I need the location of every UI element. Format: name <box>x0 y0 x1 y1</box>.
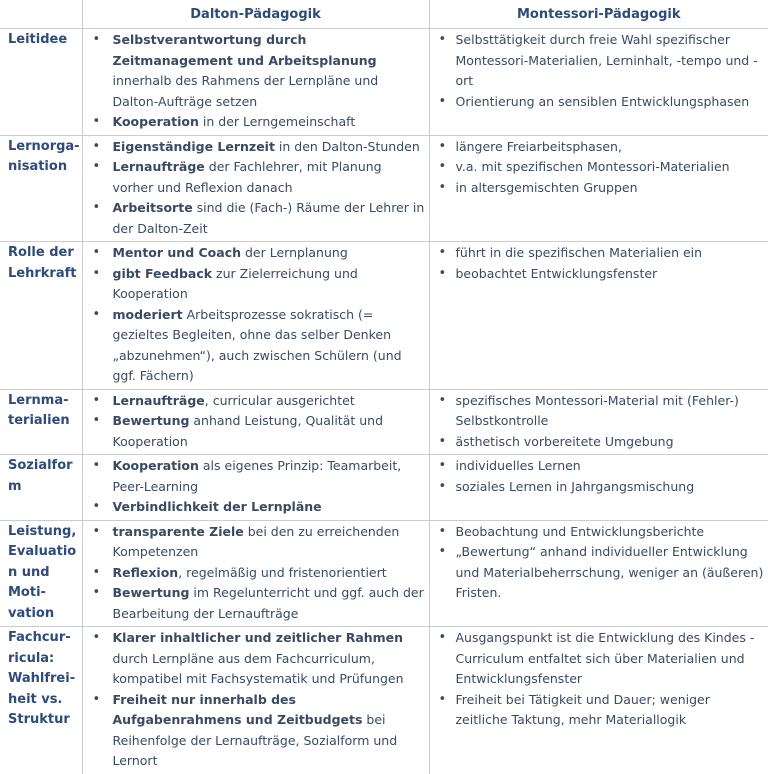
bold-text: moderiert <box>113 307 183 322</box>
dalton-cell <box>82 627 429 774</box>
body-text: Beobachtung und Entwicklungsberichte <box>456 524 705 539</box>
dalton-cell <box>82 135 429 242</box>
row-label: Lernma-terialien <box>0 389 82 455</box>
list-item <box>83 30 429 112</box>
bold-text: Kooperation <box>113 114 199 129</box>
body-text: längere Freiarbeitsphasen, <box>456 139 622 154</box>
body-text: Freiheit bei Tätigkeit und Dauer; weniger zeitliche Taktung, mehr Materiallogik <box>456 692 710 728</box>
list-item <box>83 305 429 387</box>
row-label: Leitidee <box>0 29 82 136</box>
list-item <box>83 456 429 497</box>
bullet-list <box>430 242 768 286</box>
body-text: individuelles Lernen <box>456 458 581 473</box>
table-row <box>0 627 768 774</box>
list-item <box>430 157 768 178</box>
list-item <box>430 477 768 498</box>
header-dalton: Dalton-Pädagogik <box>82 0 429 29</box>
bold-text: Klarer inhaltlicher und zeitlicher Rahmen <box>113 630 404 645</box>
body-text: in altersgemischten Gruppen <box>456 180 638 195</box>
row-label: Fachcur-ricula: Wahlfrei-heit vs. Struktur <box>0 627 82 774</box>
bullet-list <box>83 136 429 242</box>
header-criterion <box>0 0 82 29</box>
bold-text: Lernaufträge <box>113 159 205 174</box>
montessori-cell <box>429 389 768 455</box>
list-item <box>430 137 768 158</box>
list-item <box>430 178 768 199</box>
montessori-cell <box>429 29 768 136</box>
body-text: „Bewertung“ anhand individueller Entwicklung und Materialbeherrschung, weniger an (äußeren) Fristen. <box>456 544 764 600</box>
body-text: zur Zielerreichung und Kooperation <box>113 266 358 302</box>
list-item <box>430 30 768 92</box>
list-item <box>83 264 429 305</box>
bold-text: gibt Feedback <box>113 266 213 281</box>
bold-text: Bewertung <box>113 585 190 600</box>
list-item <box>83 112 429 133</box>
bullet-list <box>430 29 768 114</box>
list-item <box>83 628 429 690</box>
body-text: als eigenes Prinzip: Teamarbeit, Peer-Learning <box>113 458 402 494</box>
montessori-cell <box>429 135 768 242</box>
list-item <box>83 583 429 624</box>
bold-text: Arbeitsorte <box>113 200 193 215</box>
bold-text: Kooperation <box>113 458 199 473</box>
list-item <box>430 264 768 285</box>
bullet-list <box>83 627 429 774</box>
body-text: sind die (Fach-) Räume der Lehrer in der Dalton-Zeit <box>113 200 425 236</box>
list-item <box>83 243 429 264</box>
body-text: in den Dalton-Stunden <box>275 139 420 154</box>
montessori-cell <box>429 627 768 774</box>
table-row <box>0 455 768 521</box>
montessori-cell <box>429 242 768 390</box>
bold-text: Freiheit nur innerhalb des Aufgabenrahmens und Zeitbudgets <box>113 692 363 728</box>
body-text: der Fachlehrer, mit Planung vorher und Reflexion danach <box>113 159 382 195</box>
body-text: im Regelunterricht und ggf. auch der Bearbeitung der Lernaufträge <box>113 585 424 621</box>
dalton-cell <box>82 455 429 521</box>
montessori-cell <box>429 455 768 521</box>
body-text: führt in die spezifischen Materialien ein <box>456 245 703 260</box>
body-text: v.a. mit spezifischen Montessori-Materialien <box>456 159 730 174</box>
list-item <box>430 456 768 477</box>
bullet-list <box>83 455 429 520</box>
bold-text: Verbindlichkeit der Lernpläne <box>113 499 322 514</box>
list-item <box>430 92 768 113</box>
bullet-list <box>83 29 429 135</box>
bullet-list <box>430 455 768 499</box>
header-row <box>0 0 768 29</box>
row-label: Leistung, Evaluation und Moti-vation <box>0 520 82 627</box>
list-item <box>83 198 429 239</box>
dalton-cell <box>82 389 429 455</box>
dalton-cell <box>82 29 429 136</box>
list-item <box>430 432 768 453</box>
body-text: ästhetisch vorbereitete Umgebung <box>456 434 674 449</box>
body-text: spezifisches Montessori-Material mit (Fehler-) Selbstkontrolle <box>456 393 739 429</box>
montessori-cell <box>429 520 768 627</box>
list-item <box>83 157 429 198</box>
body-text: innerhalb des Rahmens der Lernpläne und Dalton-Aufträge setzen <box>113 73 379 109</box>
header-montessori: Montessori-Pädagogik <box>429 0 768 29</box>
body-text: , regelmäßig und fristenorientiert <box>178 565 386 580</box>
body-text: Arbeitsprozesse sokratisch (= gezieltes Begleiten, ohne das selber Denken „abzunehmen“), auch zwischen Schülern (und ggf. Fächern) <box>113 307 402 384</box>
body-text: Orientierung an sensiblen Entwicklungsphasen <box>456 94 750 109</box>
body-text: beobachtet Entwicklungsfenster <box>456 266 658 281</box>
row-label: Lernorga-nisation <box>0 135 82 242</box>
list-item <box>83 563 429 584</box>
body-text: bei den zu erreichenden Kompetenzen <box>113 524 400 560</box>
list-item <box>430 243 768 264</box>
bold-text: Lernaufträge <box>113 393 205 408</box>
list-item <box>83 391 429 412</box>
body-text: bei Reihenfolge der Lernaufträge, Sozialform und Lernort <box>113 712 398 768</box>
dalton-cell <box>82 242 429 390</box>
body-text: durch Lernpläne aus dem Fachcurriculum, kompatibel mit Fachsystematik und Prüfungen <box>113 651 404 687</box>
row-label: Rolle der Lehrkraft <box>0 242 82 390</box>
bold-text: transparente Ziele <box>113 524 244 539</box>
body-text: Ausgangspunkt ist die Entwicklung des Kindes - Curriculum entfaltet sich über Materialien und Entwicklungsfenster <box>456 630 755 686</box>
list-item <box>430 628 768 690</box>
table-row <box>0 389 768 455</box>
bullet-list <box>430 390 768 455</box>
table-row <box>0 242 768 390</box>
list-item <box>83 411 429 452</box>
bold-text: Bewertung <box>113 413 190 428</box>
list-item <box>83 522 429 563</box>
bullet-list <box>430 521 768 606</box>
bullet-list <box>83 521 429 627</box>
table-row <box>0 520 768 627</box>
list-item <box>83 137 429 158</box>
body-text: , curricular ausgerichtet <box>205 393 355 408</box>
dalton-cell <box>82 520 429 627</box>
list-item <box>83 690 429 772</box>
body-text: soziales Lernen in Jahrgangsmischung <box>456 479 695 494</box>
bold-text: Mentor und Coach <box>113 245 242 260</box>
bullet-list <box>83 390 429 455</box>
table-row <box>0 135 768 242</box>
bold-text: Reflexion <box>113 565 179 580</box>
bullet-list <box>430 136 768 201</box>
list-item <box>430 542 768 604</box>
bold-text: Eigenständige Lernzeit <box>113 139 275 154</box>
body-text: Selbsttätigkeit durch freie Wahl spezifischer Montessori-Materialien, Lerninhalt, -tempo und -ort <box>456 32 758 88</box>
bullet-list <box>83 242 429 389</box>
list-item <box>430 690 768 731</box>
table-row <box>0 29 768 136</box>
bold-text: Selbstverantwortung durch Zeitmanagement und Arbeitsplanung <box>113 32 377 68</box>
body-text: der Lernplanung <box>241 245 348 260</box>
body-text: in der Lerngemeinschaft <box>199 114 355 129</box>
row-label: Sozialform <box>0 455 82 521</box>
list-item <box>430 522 768 543</box>
body-text: anhand Leistung, Qualität und Kooperation <box>113 413 384 449</box>
list-item <box>83 497 429 518</box>
bullet-list <box>430 627 768 733</box>
list-item <box>430 391 768 432</box>
